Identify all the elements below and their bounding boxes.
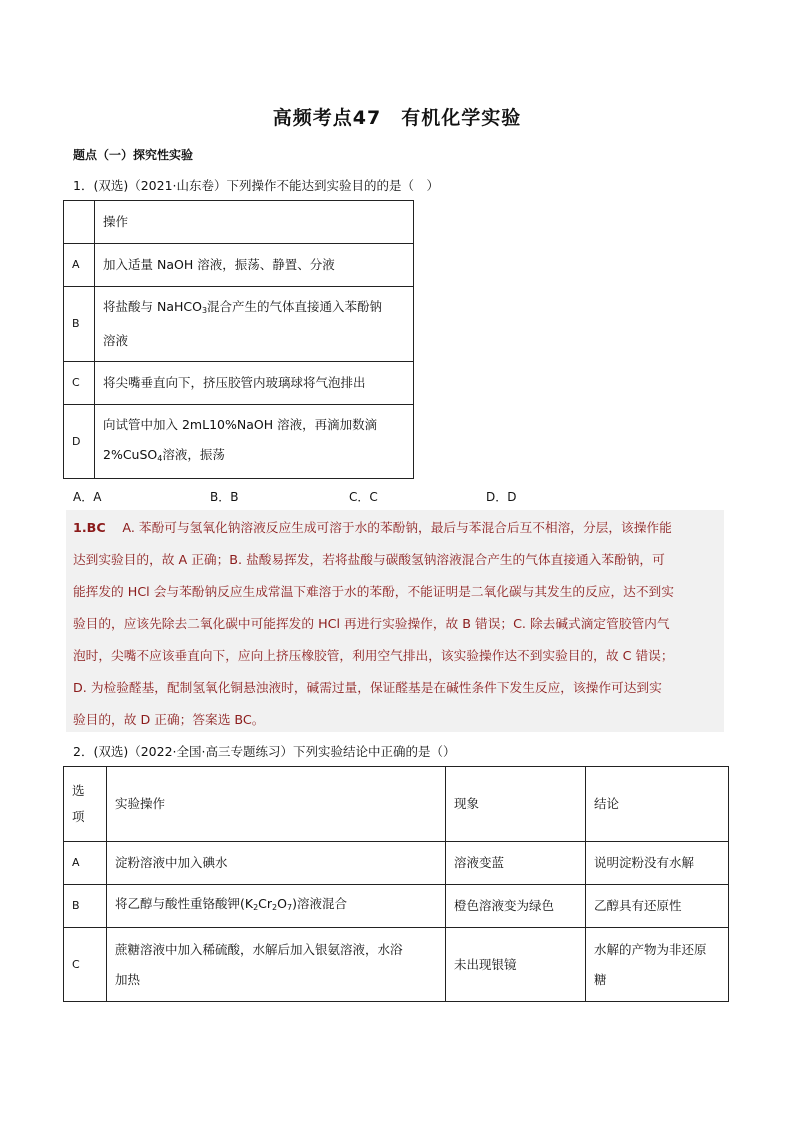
row-label: C — [64, 362, 95, 405]
cell: 橙色溶液变为绿色 — [446, 885, 586, 928]
question-1-table — [63, 200, 414, 479]
cell: 向试管中加入 2mL10%NaOH 溶液，再滴加数滴 2%CuSO$_4$溶液，振荡 — [95, 405, 414, 479]
question-2-stem: 2．(双选)（2022·全国·高三专题练习）下列实验结论中正确的是（） — [73, 744, 456, 759]
row-label: C — [64, 928, 107, 1002]
answer-1-box: 1.BC A. 苯酚可与氢氧化钠溶液反应生成可溶于水的苯酚钠，最后与苯混合后互不相溶，分层，该操作能 达到实验目的，故 A 正确；B. 盐酸易挥发，若将盐酸与碳酸氢钠溶液混合产生的气体直接通入苯酚钠，可 能挥发的 HCl 会与苯酚钠反应生成常温下难溶于水的苯酚，不能证明是二氧化碳与其发生的反应，达不到实 验目的，应该先除去二氧化碳中可能挥发的 HCl 再进行实验操作，故 B 错误；C. 除去碱式滴定管胶管内气 泡时，尖嘴不应该垂直向下，应向上挤压橡胶管，利用空气排出，该实验操作达不到实验目的，故 C 错误； D. 为检验醛基，配制氢氧化铜悬浊液时，碱需过量，保证醛基是在碱性条件下发生反应，该操作可达到实 验目的，故 D 正确；答案选 BC。 — [66, 510, 724, 732]
cell: 将盐酸与 NaHCO$_3$混合产生的气体直接通入苯酚钠 溶液 — [95, 287, 414, 362]
table-row — [64, 244, 414, 287]
table-row — [64, 201, 414, 244]
table-row — [64, 767, 729, 842]
cell: 乙醇具有还原性 — [586, 885, 729, 928]
option-c: C．C — [349, 490, 378, 504]
option-d: D．D — [486, 490, 517, 504]
table-row — [64, 287, 414, 362]
cell: 蔗糖溶液中加入稀硫酸，水解后加入银氨溶液，水浴 加热 — [107, 928, 446, 1002]
table-row — [64, 885, 729, 928]
section-heading: 题点（一）探究性实验 — [73, 148, 194, 162]
question-1-stem: 1．(双选)（2021·山东卷）下列操作不能达到实验目的的是（ ） — [73, 178, 439, 193]
header-cell: 结论 — [586, 767, 729, 842]
table-row — [64, 928, 729, 1002]
row-label: A — [64, 842, 107, 885]
cell: 未出现银镜 — [446, 928, 586, 1002]
cell: 加入适量 NaOH 溶液，振荡、静置、分液 — [95, 244, 414, 287]
cell: 溶液变蓝 — [446, 842, 586, 885]
page-title: 高频考点47 有机化学实验 — [272, 107, 522, 129]
option-a: A．A — [73, 490, 102, 504]
header-cell: 操作 — [95, 201, 414, 244]
header-cell: 现象 — [446, 767, 586, 842]
table-row — [64, 405, 414, 479]
cell: 将乙醇与酸性重铬酸钾$(K_2Cr_2O_7)$溶液混合 — [107, 885, 446, 928]
row-label: A — [64, 244, 95, 287]
table-row — [64, 362, 414, 405]
header-cell: 选 项 — [64, 767, 107, 842]
cell: 淀粉溶液中加入碘水 — [107, 842, 446, 885]
row-label: B — [64, 287, 95, 362]
cell: 水解的产物为非还原 糖 — [586, 928, 729, 1002]
cell: 说明淀粉没有水解 — [586, 842, 729, 885]
answer-key: 1.BC — [73, 520, 106, 535]
cell: 将尖嘴垂直向下，挤压胶管内玻璃球将气泡排出 — [95, 362, 414, 405]
table-row — [64, 842, 729, 885]
header-cell: 实验操作 — [107, 767, 446, 842]
option-b: B．B — [210, 490, 239, 504]
row-label: D — [64, 405, 95, 479]
row-label: B — [64, 885, 107, 928]
question-2-table — [63, 766, 729, 1002]
